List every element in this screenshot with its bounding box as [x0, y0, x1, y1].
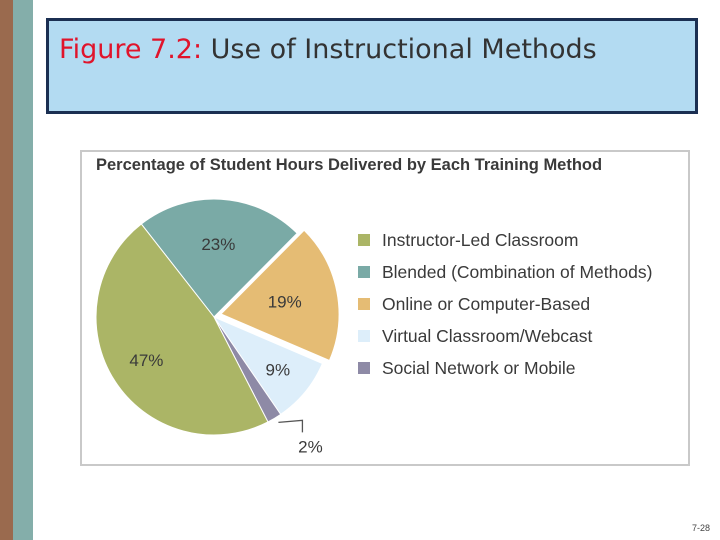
slide-title-text: Use of Instructional Methods [210, 34, 597, 65]
legend-item-virtual-classroom-webcast [358, 320, 652, 352]
legend-label: Blended (Combination of Methods) [382, 261, 653, 282]
legend-item-online-or-computer-based [358, 288, 652, 320]
left-accent-stripe-inner [13, 0, 33, 540]
chart-frame [80, 150, 690, 466]
legend-swatch [358, 330, 370, 342]
legend-item-blended-combination-of-methods [358, 256, 652, 288]
legend-label: Virtual Classroom/Webcast [382, 325, 593, 346]
slide-title-box [46, 18, 698, 114]
pie-label-online-or-computer-based: 19% [267, 292, 302, 312]
pie-label-virtual-classroom-webcast: 9% [265, 360, 291, 380]
pie-leader-line-social-network-or-mobile [278, 420, 302, 432]
legend-label: Social Network or Mobile [382, 357, 576, 378]
pie-label-social-network-or-mobile: 2% [298, 437, 323, 457]
slide-title-prefix: Figure 7.2: [59, 34, 203, 65]
pie-label-blended-combination-of-methods: 23% [201, 234, 236, 254]
legend-item-instructor-led-classroom [358, 224, 652, 256]
page-number: 7-28 [692, 523, 711, 533]
pie-label-instructor-led-classroom: 47% [129, 351, 164, 371]
legend-swatch [358, 266, 370, 278]
legend-item-social-network-or-mobile [358, 352, 652, 384]
slide-title [59, 34, 597, 65]
legend-swatch [358, 234, 370, 246]
legend-swatch [358, 298, 370, 310]
chart-title: Percentage of Student Hours Delivered by Each Training Method [96, 156, 603, 174]
legend-swatch [358, 362, 370, 374]
left-accent-stripe [0, 0, 13, 540]
legend-label: Online or Computer-Based [382, 293, 591, 314]
chart-legend [358, 224, 652, 384]
legend-label: Instructor-Led Classroom [382, 229, 579, 250]
